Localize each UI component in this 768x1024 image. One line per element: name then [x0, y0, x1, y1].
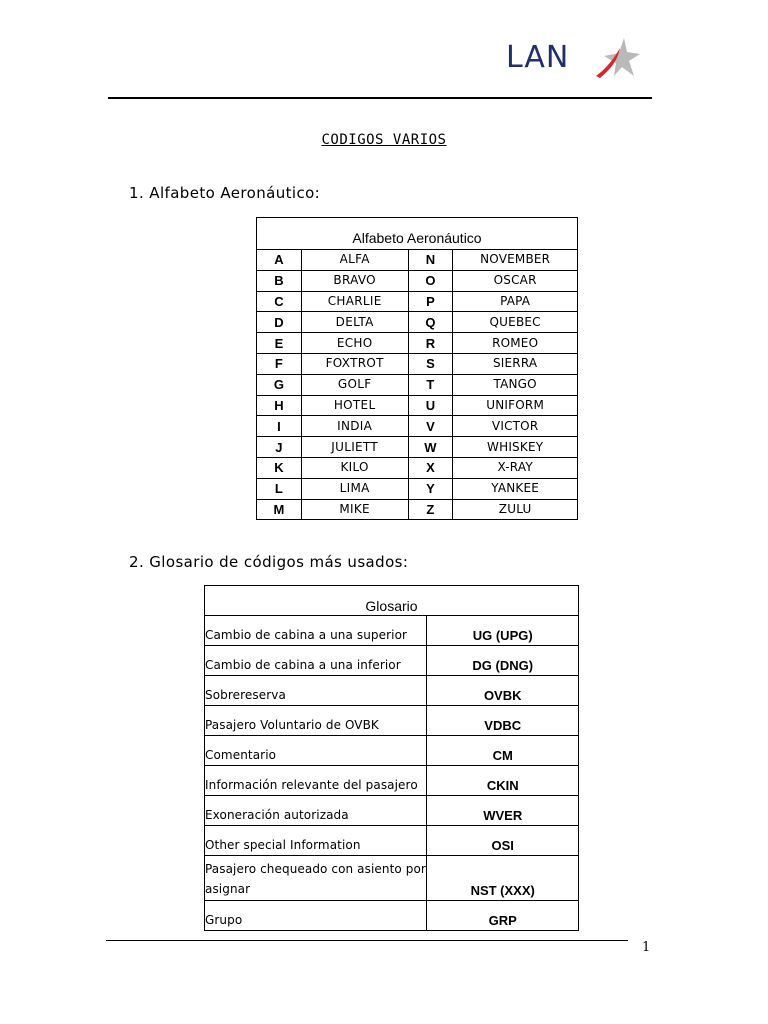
alphabet-row: [257, 312, 578, 333]
alphabet-row: [257, 374, 578, 395]
glossary-table-header: Glosario: [205, 586, 579, 616]
alphabet-word: YANKEE: [453, 478, 578, 499]
alphabet-word: SIERRA: [453, 353, 578, 374]
alphabet-word: TANGO: [453, 374, 578, 395]
glossary-description: Cambio de cabina a una superior: [205, 616, 427, 646]
alphabet-row: [257, 437, 578, 458]
alphabet-row: [257, 499, 578, 520]
alphabet-letter: H: [257, 395, 302, 416]
alphabet-word: ALFA: [301, 250, 408, 271]
alphabet-word: MIKE: [301, 499, 408, 520]
glossary-row: [205, 706, 579, 736]
alphabet-word: DELTA: [301, 312, 408, 333]
alphabet-letter: G: [257, 374, 302, 395]
page-number: 1: [642, 940, 651, 955]
alphabet-word: INDIA: [301, 416, 408, 437]
glossary-row: [205, 736, 579, 766]
glossary-description: Grupo: [205, 901, 427, 931]
alphabet-letter: Q: [408, 312, 453, 333]
glossary-code: UG (UPG): [427, 616, 579, 646]
alphabet-word: ROMEO: [453, 333, 578, 354]
alphabet-letter: L: [257, 478, 302, 499]
glossary-row: [205, 856, 579, 901]
glossary-description: Cambio de cabina a una inferior: [205, 646, 427, 676]
glossary-description: Other special Information: [205, 826, 427, 856]
alphabet-letter: F: [257, 353, 302, 374]
alphabet-word: UNIFORM: [453, 395, 578, 416]
glossary-code: GRP: [427, 901, 579, 931]
alphabet-word: LIMA: [301, 478, 408, 499]
glossary-code: DG (DNG): [427, 646, 579, 676]
alphabet-word: KILO: [301, 457, 408, 478]
alphabet-letter: J: [257, 437, 302, 458]
glossary-row: [205, 676, 579, 706]
section-heading-alphabet: 1. Alfabeto Aeronáutico:: [129, 184, 321, 202]
glossary-table: [204, 585, 579, 931]
alphabet-row: [257, 250, 578, 271]
alphabet-word: CHARLIE: [301, 291, 408, 312]
alphabet-letter: K: [257, 457, 302, 478]
glossary-description: Pasajero chequeado con asiento por asignar: [205, 856, 427, 901]
alphabet-word: FOXTROT: [301, 353, 408, 374]
glossary-description: Sobrereserva: [205, 676, 427, 706]
alphabet-word: HOTEL: [301, 395, 408, 416]
lan-star-icon: [594, 36, 642, 80]
alphabet-letter: S: [408, 353, 453, 374]
logo-text: LAN: [506, 40, 570, 75]
document-title: CODIGOS VARIOS: [321, 132, 447, 148]
glossary-code: WVER: [427, 796, 579, 826]
glossary-code: OVBK: [427, 676, 579, 706]
alphabet-letter: I: [257, 416, 302, 437]
glossary-row: [205, 901, 579, 931]
header-rule: [108, 97, 652, 99]
alphabet-word: JULIETT: [301, 437, 408, 458]
alphabet-letter: P: [408, 291, 453, 312]
alphabet-letter: Y: [408, 478, 453, 499]
alphabet-word: OSCAR: [453, 270, 578, 291]
glossary-row: [205, 826, 579, 856]
glossary-description: Comentario: [205, 736, 427, 766]
glossary-description: Exoneración autorizada: [205, 796, 427, 826]
glossary-row: [205, 796, 579, 826]
alphabet-word: NOVEMBER: [453, 250, 578, 271]
alphabet-letter: D: [257, 312, 302, 333]
alphabet-row: [257, 270, 578, 291]
alphabet-letter: O: [408, 270, 453, 291]
alphabet-letter: X: [408, 457, 453, 478]
alphabet-word: PAPA: [453, 291, 578, 312]
alphabet-word: QUEBEC: [453, 312, 578, 333]
alphabet-row: [257, 291, 578, 312]
footer-rule: [106, 940, 628, 941]
alphabet-letter: Z: [408, 499, 453, 520]
glossary-code: CM: [427, 736, 579, 766]
alphabet-letter: N: [408, 250, 453, 271]
alphabet-row: [257, 457, 578, 478]
alphabet-letter: E: [257, 333, 302, 354]
alphabet-word: BRAVO: [301, 270, 408, 291]
alphabet-table-header: Alfabeto Aeronáutico: [257, 218, 578, 250]
alphabet-row: [257, 416, 578, 437]
alphabet-word: WHISKEY: [453, 437, 578, 458]
alphabet-letter: W: [408, 437, 453, 458]
alphabet-word: ZULU: [453, 499, 578, 520]
alphabet-row: [257, 395, 578, 416]
alphabet-letter: U: [408, 395, 453, 416]
alphabet-letter: V: [408, 416, 453, 437]
alphabet-letter: T: [408, 374, 453, 395]
glossary-code: OSI: [427, 826, 579, 856]
alphabet-letter: M: [257, 499, 302, 520]
alphabet-word: ECHO: [301, 333, 408, 354]
glossary-code: VDBC: [427, 706, 579, 736]
glossary-description: Información relevante del pasajero: [205, 766, 427, 796]
glossary-row: [205, 646, 579, 676]
alphabet-row: [257, 333, 578, 354]
lan-logo: [506, 36, 638, 82]
glossary-code: NST (XXX): [427, 856, 579, 901]
section-heading-glossary: 2. Glosario de códigos más usados:: [129, 553, 409, 571]
alphabet-table: [256, 217, 578, 520]
alphabet-word: VICTOR: [453, 416, 578, 437]
glossary-row: [205, 616, 579, 646]
alphabet-word: X-RAY: [453, 457, 578, 478]
glossary-description: Pasajero Voluntario de OVBK: [205, 706, 427, 736]
glossary-row: [205, 766, 579, 796]
alphabet-letter: B: [257, 270, 302, 291]
glossary-code: CKIN: [427, 766, 579, 796]
alphabet-row: [257, 353, 578, 374]
alphabet-letter: A: [257, 250, 302, 271]
alphabet-word: GOLF: [301, 374, 408, 395]
alphabet-letter: C: [257, 291, 302, 312]
alphabet-letter: R: [408, 333, 453, 354]
alphabet-row: [257, 478, 578, 499]
